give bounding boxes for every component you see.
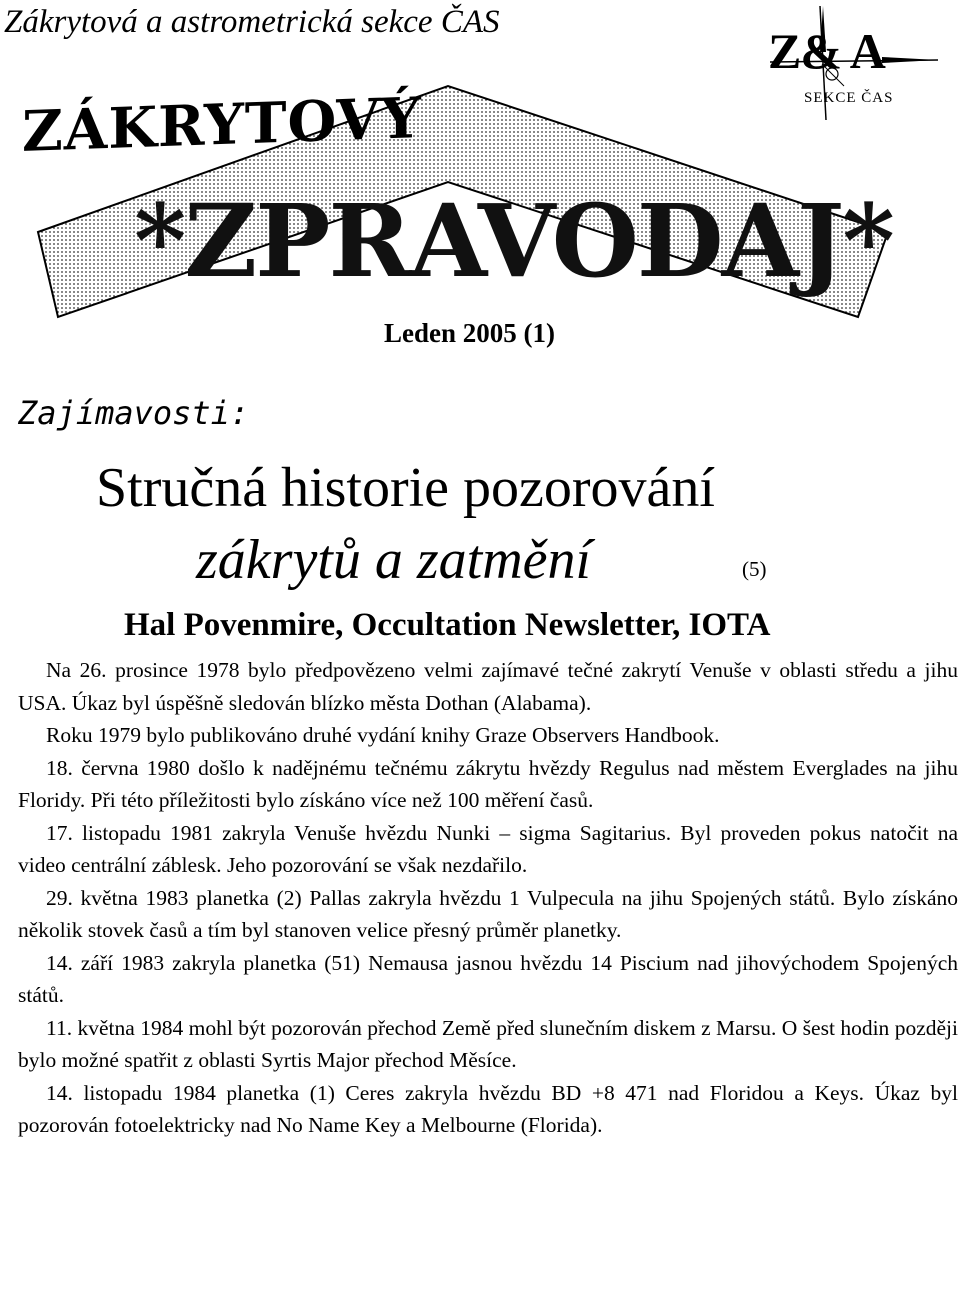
paragraph: 18. června 1980 došlo k nadějnému tečnému zákrytu hvězdy Regulus nad městem Everglades na jihu Floridy. Při této příležitosti bylo získáno více než 100 měření časů. — [18, 755, 958, 812]
logo-subtext: SEKCE ČAS — [804, 90, 894, 106]
column-heading: Zajímavosti: — [18, 394, 250, 432]
paragraph: Roku 1979 bylo publikováno druhé vydání knihy Graze Observers Handbook. — [46, 723, 720, 747]
paragraph: 14. září 1983 zakryla planetka (51) Nemausa jasnou hvězdu 14 Piscium nad jihovýchodem Spojených států. — [18, 950, 958, 1007]
article-author: Hal Povenmire, Occultation Newsletter, IOTA — [124, 607, 771, 643]
banner-word-zpravodaj: *ZPRAVODAJ* — [134, 182, 893, 300]
article-title-line-1: Stručná historie pozorování — [96, 457, 715, 519]
paragraph: 14. listopadu 1984 planetka (1) Ceres zakryla hvězdu BD +8 471 nad Floridou a Keys. Úkaz byl pozorován fotoelektricky nad No Name Key a Melbourne (Florida). — [18, 1080, 958, 1137]
article-body — [18, 654, 958, 1142]
article-part-number: (5) — [742, 557, 767, 581]
banner-word-zakrytovy: ZÁKRYTOVÝ — [22, 85, 422, 165]
paragraph: 17. listopadu 1981 zakryla Venuše hvězdu Nunki – sigma Sagitarius. Byl proveden pokus natočit na video centrální záblesk. Jeho pozorování se však nezdařilo. — [18, 820, 958, 877]
section-title: Zákrytová a astrometrická sekce ČAS — [4, 4, 500, 40]
paragraph: Na 26. prosince 1978 bylo předpovězeno velmi zajímavé tečné zakrytí Venuše v oblasti středu a jihu USA. Úkaz byl úspěšně sledován blízko města Dothan (Alabama). — [18, 658, 958, 715]
issue-date: Leden 2005 (1) — [384, 318, 555, 348]
article-title-line-2: zákrytů a zatmění — [196, 529, 592, 591]
paragraph: 29. května 1983 planetka (2) Pallas zakryla hvězdu 1 Vulpecula na jihu Spojených států. Bylo získáno několik stovek časů a tím byl stanoven velice přesný průměr planetky. — [18, 885, 958, 942]
logo-text: Z& A — [768, 23, 885, 79]
newsletter-banner — [8, 82, 908, 332]
paragraph: 11. května 1984 mohl být pozorován přechod Země před slunečním diskem z Marsu. O šest hodin později bylo možné spatřit z oblasti Syrtis Major přechod Měsíce. — [18, 1015, 958, 1072]
